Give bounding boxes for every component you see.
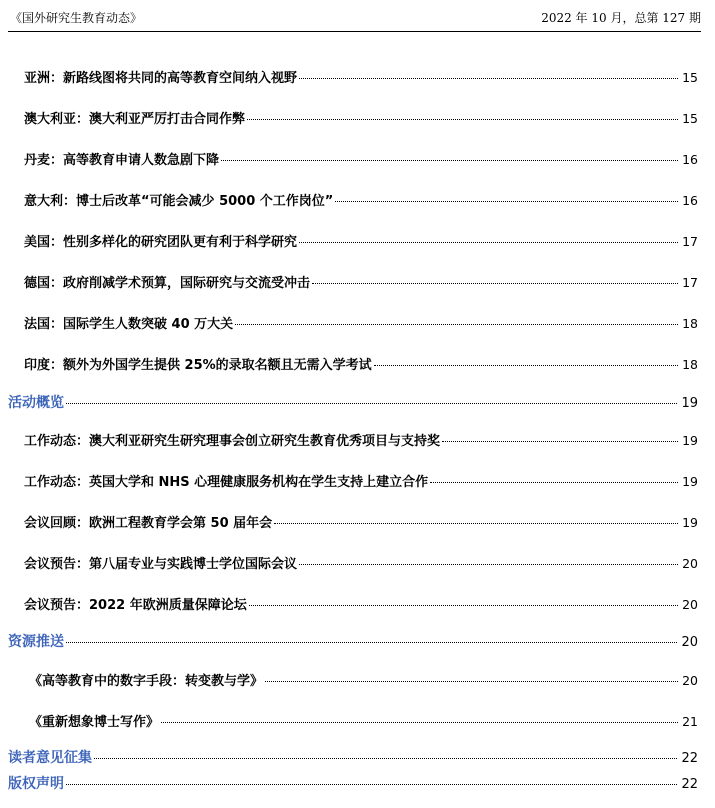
- dot-leader: [249, 605, 678, 606]
- dot-leader: [66, 784, 677, 785]
- toc-entry[interactable]: [24, 313, 698, 331]
- dot-leader: [161, 722, 678, 723]
- toc-entry[interactable]: [24, 231, 698, 249]
- toc-section-title: 活动概览: [8, 395, 64, 411]
- toc-entry-page: 16: [682, 152, 698, 167]
- toc-entry-page: 18: [682, 316, 698, 331]
- toc-entry[interactable]: [24, 354, 698, 372]
- toc-section[interactable]: [8, 773, 698, 791]
- toc-entry-page: 20: [682, 556, 698, 571]
- dot-leader: [66, 403, 677, 404]
- toc-entry-title: 澳大利亚：澳大利亚严厉打击合同作弊: [24, 112, 246, 127]
- toc-entry[interactable]: [24, 67, 698, 85]
- dot-leader: [66, 642, 677, 643]
- toc-entry[interactable]: [24, 108, 698, 126]
- toc-entry[interactable]: [24, 512, 698, 530]
- toc-entry-title: 法国：国际学生人数突破 40 万大关: [24, 317, 234, 332]
- toc-entry[interactable]: [24, 471, 698, 489]
- toc-entry-title: 《重新想象博士写作》: [29, 715, 160, 730]
- toc-entry-title: 德国：政府削减学术预算，国际研究与交流受冲击: [24, 276, 311, 291]
- toc-entry-title: 会议预告：2022 年欧洲质量保障论坛: [24, 598, 247, 613]
- toc-section-title: 版权声明: [8, 776, 64, 792]
- toc-entry-page: 19: [682, 433, 698, 448]
- dot-leader: [247, 119, 678, 120]
- toc-entry-page: 15: [682, 70, 698, 85]
- toc-entry[interactable]: [24, 430, 698, 448]
- dot-leader: [299, 78, 678, 79]
- dot-leader: [430, 482, 678, 483]
- toc-section-page: 20: [681, 635, 698, 650]
- toc-entry-page: 17: [682, 275, 698, 290]
- dot-leader: [265, 681, 678, 682]
- publication-title: 《国外研究生教育动态》: [10, 11, 143, 25]
- toc-entry-page: 20: [682, 673, 698, 688]
- dot-leader: [335, 201, 678, 202]
- dot-leader: [221, 160, 678, 161]
- dot-leader: [274, 523, 678, 524]
- toc-entry-page: 19: [682, 515, 698, 530]
- toc-entry[interactable]: [29, 711, 698, 729]
- toc-entry-title: 《高等教育中的数字手段：转变教与学》: [29, 674, 264, 689]
- toc-entry[interactable]: [24, 594, 698, 612]
- toc-entry-title: 会议预告：第八届专业与实践博士学位国际会议: [24, 557, 298, 572]
- toc-section[interactable]: [8, 392, 698, 410]
- toc-section-page: 22: [681, 751, 698, 766]
- dot-leader: [94, 758, 677, 759]
- toc-entry-title: 意大利：博士后改革“可能会减少 5000 个工作岗位”: [24, 194, 334, 209]
- toc-entry-page: 20: [682, 597, 698, 612]
- issue-info: 2022 年 10 月，总第 127 期: [541, 11, 701, 25]
- toc-section-title: 资源推送: [8, 634, 64, 650]
- toc-entry-title: 印度：额外为外国学生提供 25%的录取名额且无需入学考试: [24, 358, 372, 373]
- toc-entry-page: 16: [682, 193, 698, 208]
- toc-entry-title: 工作动态：澳大利亚研究生研究理事会创立研究生教育优秀项目与支持奖: [24, 434, 441, 449]
- toc-entry-page: 17: [682, 234, 698, 249]
- toc-entry-title: 亚洲：新路线图将共同的高等教育空间纳入视野: [24, 71, 298, 86]
- dot-leader: [312, 283, 678, 284]
- toc-section-page: 22: [681, 777, 698, 792]
- toc-section-page: 19: [681, 396, 698, 411]
- toc-entry[interactable]: [24, 149, 698, 167]
- toc-entry-page: 15: [682, 111, 698, 126]
- toc-entry-page: 18: [682, 357, 698, 372]
- toc-section-title: 读者意见征集: [8, 750, 92, 766]
- toc-entry-page: 19: [682, 474, 698, 489]
- toc-entry[interactable]: [24, 190, 698, 208]
- toc-section[interactable]: [8, 747, 698, 765]
- dot-leader: [374, 365, 678, 366]
- toc-entry[interactable]: [29, 670, 698, 688]
- dot-leader: [235, 324, 678, 325]
- dot-leader: [442, 441, 678, 442]
- toc-entry-title: 会议回顾：欧洲工程教育学会第 50 届年会: [24, 516, 273, 531]
- toc-entry[interactable]: [24, 553, 698, 571]
- dot-leader: [299, 564, 678, 565]
- toc-entry-title: 工作动态：英国大学和 NHS 心理健康服务机构在学生支持上建立合作: [24, 475, 429, 490]
- toc-entry[interactable]: [24, 272, 698, 290]
- toc-section[interactable]: [8, 631, 698, 649]
- toc-entry-page: 21: [682, 714, 698, 729]
- toc-entry-title: 美国：性别多样化的研究团队更有利于科学研究: [24, 235, 298, 250]
- dot-leader: [299, 242, 678, 243]
- toc-entry-title: 丹麦：高等教育申请人数急剧下降: [24, 153, 220, 168]
